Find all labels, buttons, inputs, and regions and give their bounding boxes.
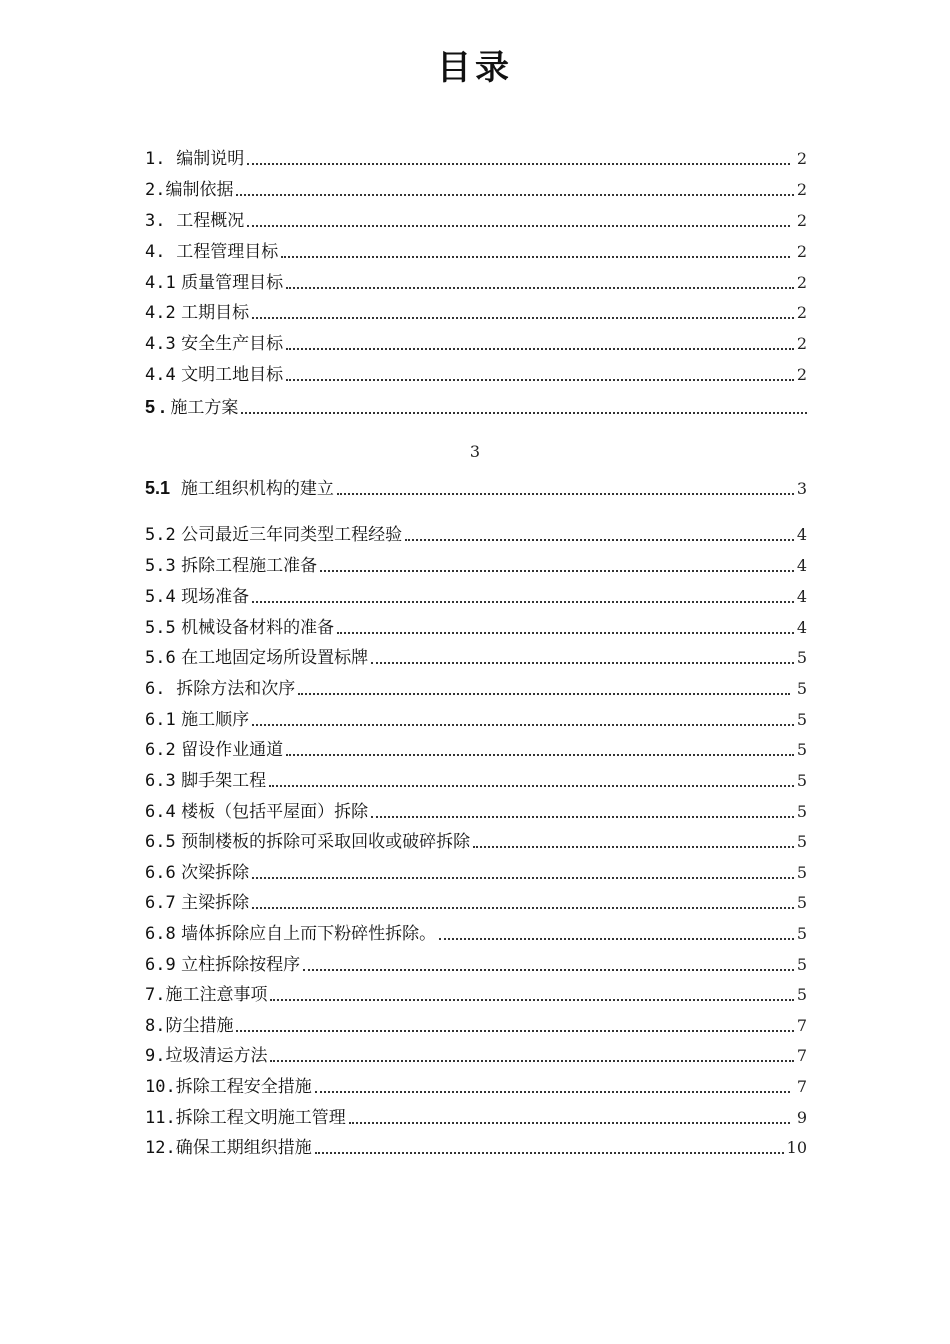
- toc-entry[interactable]: [145, 982, 807, 1006]
- toc-entry-title: 质量管理目标: [181, 273, 284, 293]
- toc-entry-number: 2.: [145, 180, 166, 200]
- dot-leader: [286, 379, 794, 381]
- dot-leader: [405, 539, 794, 541]
- toc-entry-page: 5: [796, 802, 807, 821]
- dot-leader: [286, 348, 794, 350]
- dot-leader: [473, 846, 794, 848]
- toc-entry-number: 5.4: [145, 587, 176, 607]
- toc-entry[interactable]: [145, 1013, 807, 1037]
- toc-entry-page: 5: [796, 893, 807, 912]
- toc-entry-number: 6.4: [145, 802, 176, 822]
- toc-entry-number: 6.3: [145, 771, 176, 791]
- dot-leader: [315, 1091, 790, 1093]
- toc-entry[interactable]: [145, 1043, 807, 1067]
- dot-leader: [371, 816, 794, 818]
- toc-entry-number: 6.: [145, 679, 166, 699]
- toc-entry-number: 12.: [145, 1138, 176, 1158]
- toc-entry-number: 5.6: [145, 648, 176, 668]
- toc-entry[interactable]: [145, 208, 807, 232]
- toc-entry[interactable]: [145, 331, 807, 355]
- toc-entry-title: 拆除工程文明施工管理: [175, 1108, 346, 1128]
- toc-entry-title: 立柱拆除按程序: [181, 955, 301, 975]
- page-title: 目录: [437, 48, 513, 88]
- toc-entry-number: 6.9: [145, 955, 176, 975]
- toc-entry-page: 4: [796, 587, 807, 606]
- toc-entry-page: 2: [796, 149, 807, 168]
- toc-entry-page: 2: [796, 211, 807, 230]
- toc-entry-number: 3.: [145, 211, 166, 231]
- toc-entry[interactable]: [145, 553, 807, 577]
- toc-entry[interactable]: [145, 1135, 807, 1159]
- dot-leader: [315, 1152, 784, 1154]
- toc-entry-page: 10: [786, 1138, 807, 1157]
- toc-entry-page: 5: [796, 863, 807, 882]
- toc-entry-page: 5: [796, 924, 807, 943]
- toc-entry-number: 11.: [145, 1108, 176, 1128]
- toc-entry[interactable]: [145, 270, 807, 294]
- toc-entry-number: 6.5: [145, 832, 176, 852]
- toc-entry[interactable]: [145, 768, 807, 792]
- toc-entry-number: 4.3: [145, 334, 176, 354]
- toc-entry-title: 垃圾清运方法: [165, 1046, 268, 1066]
- toc-entry-number: 5 .: [145, 397, 166, 417]
- toc-entry-title: 施工方案: [170, 398, 239, 418]
- dot-leader: [252, 601, 794, 603]
- toc-entry-number: 4.4: [145, 365, 176, 385]
- dot-leader: [281, 256, 790, 258]
- toc-entry-page: 3: [796, 479, 807, 498]
- toc-entry[interactable]: [145, 615, 807, 639]
- toc-entry-number: 9.: [145, 1046, 166, 1066]
- toc-entry[interactable]: [145, 239, 807, 263]
- toc-entry-title: 文明工地目标: [181, 365, 284, 385]
- toc-entry-title: 现场准备: [181, 587, 250, 607]
- toc-entry-title: 机械设备材料的准备: [181, 618, 335, 638]
- toc-entry-title: 拆除方法和次序: [176, 679, 296, 699]
- toc-entry-page: 5: [796, 832, 807, 851]
- toc-entry-number: 4.: [145, 242, 166, 262]
- toc-entry-title: 拆除工程安全措施: [175, 1077, 312, 1097]
- dot-leader: [252, 907, 794, 909]
- toc-entry[interactable]: [145, 890, 807, 914]
- toc-entry[interactable]: [145, 952, 807, 976]
- toc-entry[interactable]: [145, 737, 807, 761]
- toc-entry-number: 5.2: [145, 525, 176, 545]
- toc-entry[interactable]: [145, 476, 807, 500]
- toc-entry[interactable]: [145, 522, 807, 546]
- toc-entry-page: 2: [796, 334, 807, 353]
- toc-entry[interactable]: [145, 860, 807, 884]
- toc-entry-title: 主梁拆除: [181, 893, 250, 913]
- dot-leader: [298, 693, 790, 695]
- dot-leader: [247, 163, 790, 165]
- toc-entry-title: 确保工期组织措施: [175, 1138, 312, 1158]
- toc-entry-title: 脚手架工程: [181, 771, 267, 791]
- toc-entry-number: 4.1: [145, 273, 176, 293]
- dot-leader: [247, 225, 790, 227]
- toc-entry-title: 工程管理目标: [176, 242, 279, 262]
- toc-entry-page: 2: [796, 180, 807, 199]
- toc-entry-title: 工期目标: [181, 303, 250, 323]
- toc-entry[interactable]: [145, 177, 807, 201]
- toc-entry-title: 预制楼板的拆除可采取回收或破碎拆除: [181, 832, 471, 852]
- toc-entry-page: 5: [796, 771, 807, 790]
- toc-entry[interactable]: [145, 799, 807, 823]
- toc-entry-page: 5: [796, 985, 807, 1004]
- toc-entry-number: 5.1: [145, 478, 171, 498]
- toc-entry-title: 次梁拆除: [181, 863, 250, 883]
- toc-entry-number: 7.: [145, 985, 166, 1005]
- toc-entry-number: 6.1: [145, 710, 176, 730]
- dot-leader: [337, 632, 794, 634]
- dot-leader: [236, 1030, 793, 1032]
- toc-wrapped-page-number: 3: [469, 442, 481, 461]
- toc-entry-title: 在工地固定场所设置标牌: [181, 648, 369, 668]
- toc-entry-page: 2: [796, 365, 807, 384]
- dot-leader: [269, 785, 794, 787]
- toc-entry[interactable]: [145, 676, 807, 700]
- toc-entry-page: 5: [796, 679, 807, 698]
- toc-entry[interactable]: [145, 146, 807, 170]
- toc-entry-page: 7: [796, 1077, 807, 1096]
- toc-entry-title: 施工顺序: [181, 710, 250, 730]
- toc-entry-title: 拆除工程施工准备: [181, 556, 318, 576]
- toc-entry-title: 编制依据: [165, 180, 234, 200]
- dot-leader: [252, 317, 794, 319]
- toc-entry-title: 楼板（包括平屋面）拆除: [181, 802, 369, 822]
- toc-entry-page: 2: [796, 273, 807, 292]
- toc-entry[interactable]: [145, 1074, 807, 1098]
- dot-leader: [241, 412, 807, 414]
- toc-entry-title: 公司最近三年同类型工程经验: [181, 525, 403, 545]
- toc-entry-number: 6.8: [145, 924, 176, 944]
- toc-entry-title: 施工组织机构的建立: [180, 479, 334, 499]
- dot-leader: [439, 938, 794, 940]
- dot-leader: [349, 1122, 790, 1124]
- toc-entry[interactable]: [145, 645, 807, 669]
- toc-entry-title: 编制说明: [176, 149, 245, 169]
- toc-entry-page: 5: [796, 740, 807, 759]
- toc-entry-number: 6.7: [145, 893, 176, 913]
- dot-leader: [337, 493, 794, 495]
- toc-entry-title: 留设作业通道: [181, 740, 284, 760]
- toc-entry-number: 5.5: [145, 618, 176, 638]
- toc-entry-page: 4: [796, 525, 807, 544]
- toc-entry-title: 施工注意事项: [165, 985, 268, 1005]
- toc-entry-page: 5: [796, 955, 807, 974]
- toc-entry-page: 4: [796, 618, 807, 637]
- toc-entry-number: 8.: [145, 1016, 166, 1036]
- toc-entry-title: 墙体拆除应自上而下粉碎性拆除。: [181, 924, 437, 944]
- dot-leader: [286, 754, 794, 756]
- toc-entry-number: 4.2: [145, 303, 176, 323]
- toc-entry[interactable]: [145, 362, 807, 386]
- toc-entry-page: 9: [796, 1108, 807, 1127]
- toc-entry-page: 5: [796, 648, 807, 667]
- toc-entry[interactable]: [145, 1105, 807, 1129]
- dot-leader: [303, 969, 794, 971]
- toc-entry-number: 6.2: [145, 740, 176, 760]
- dot-leader: [286, 287, 794, 289]
- dot-leader: [371, 662, 794, 664]
- toc-entry-number: 1.: [145, 149, 166, 169]
- toc-entry-page: 7: [796, 1046, 807, 1065]
- toc-entry-page: 7: [796, 1016, 807, 1035]
- toc-entry-number: 6.6: [145, 863, 176, 883]
- toc-entry[interactable]: [145, 829, 807, 853]
- toc-entry-number: 10.: [145, 1077, 176, 1097]
- dot-leader: [236, 194, 793, 196]
- toc-entry-page: 2: [796, 242, 807, 261]
- toc-entry-page: 4: [796, 556, 807, 575]
- toc-entry-page: 5: [796, 710, 807, 729]
- dot-leader: [320, 570, 794, 572]
- toc-entry-page: 2: [796, 303, 807, 322]
- dot-leader: [270, 999, 793, 1001]
- toc-entry[interactable]: [145, 707, 807, 731]
- toc-entry[interactable]: [145, 584, 807, 608]
- dot-leader: [252, 724, 794, 726]
- toc-entry-title: 安全生产目标: [181, 334, 284, 354]
- toc-entry[interactable]: [145, 921, 807, 945]
- dot-leader: [270, 1060, 793, 1062]
- toc-entry-title: 工程概况: [176, 211, 245, 231]
- dot-leader: [252, 877, 794, 879]
- toc-entry[interactable]: [145, 300, 807, 324]
- toc-entry-number: 5.3: [145, 556, 176, 576]
- toc-entry-title: 防尘措施: [165, 1016, 234, 1036]
- toc-entry[interactable]: [145, 395, 807, 419]
